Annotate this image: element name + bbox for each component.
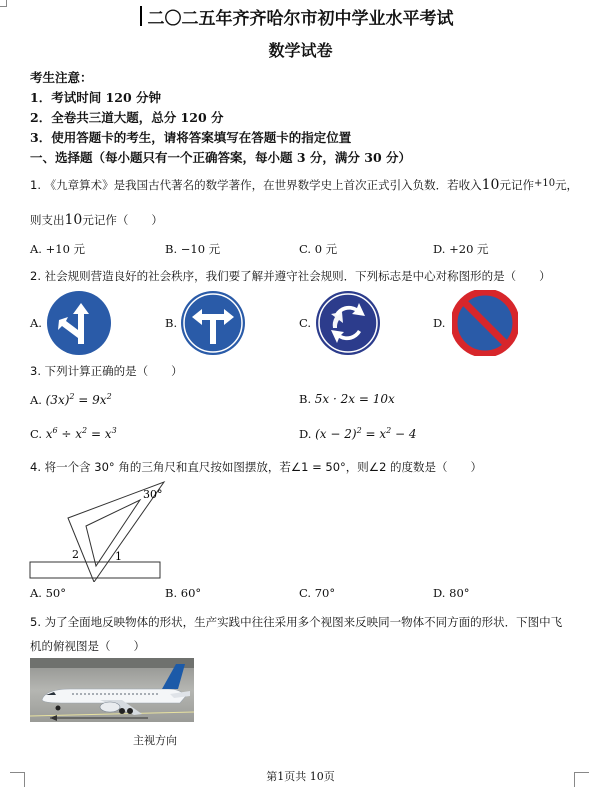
question-4-option-b[interactable]: B. 60°	[165, 586, 202, 600]
question-2-text: 2. 社会规则营造良好的社会秩序，我们要了解并遵守社会规则．下列标志是中心对称图形的是（ ）	[30, 269, 551, 283]
question-3-option-d[interactable]: D. $(x - 2)^2 = x^2 - 4$	[299, 426, 417, 441]
corner-mark-tl	[0, 0, 7, 7]
question-5-line-2: 机的俯视图是（ ）	[30, 639, 145, 653]
question-3-option-b[interactable]: B. 5x · 2x = 10x	[299, 392, 395, 406]
angle-30-label: 30°	[143, 488, 163, 501]
angle-2-label: 2	[72, 548, 79, 561]
question-1-option-d[interactable]: D. +20 元	[433, 242, 489, 256]
view-direction-arrow-icon	[48, 712, 158, 732]
question-4-option-a[interactable]: A. 50°	[30, 586, 66, 600]
question-1-line-1: 1. 《九章算术》是我国古代著名的数学著作，在世界数学史上首次正式引入负数．若收入10元记作+10元，	[30, 177, 579, 193]
question-2-label-d: D.	[433, 316, 446, 330]
question-3-option-c[interactable]: C. $x^6 \div x^2 = x^3$	[30, 426, 117, 441]
question-4-option-d[interactable]: D. 80°	[433, 586, 470, 600]
angle-1-label: 1	[115, 550, 122, 563]
notice-item-3: 3．使用答题卡的考生，请将答案填写在答题卡的指定位置	[30, 130, 352, 145]
page-footer: 第1页共 10页	[266, 770, 335, 783]
sign-turn-left-or-right-icon[interactable]	[180, 290, 246, 356]
sign-straight-or-left-icon[interactable]	[46, 290, 112, 356]
sign-no-parking-icon[interactable]	[452, 290, 518, 356]
notice-item-1: 1．考试时间 120 分钟	[30, 90, 161, 105]
question-3-option-a[interactable]: A. $(3x)^2 = 9x^2$	[30, 392, 112, 407]
view-direction-caption: 主视方向	[133, 734, 177, 747]
notice-item-2: 2．全卷共三道大题，总分 120 分	[30, 110, 224, 125]
question-1-line-2: 则支出10元记作（ ）	[30, 212, 163, 228]
triangle-ruler-diagram	[28, 478, 168, 582]
question-2-label-c: C.	[299, 316, 312, 330]
question-5-line-1: 5. 为了全面地反映物体的形状，生产实践中往往采用多个视图来反映同一物体不同方面的形状．下图中飞	[30, 615, 563, 629]
question-2-label-a: A.	[30, 316, 42, 330]
question-3-text: 3. 下列计算正确的是（ ）	[30, 364, 183, 378]
question-1-option-c[interactable]: C. 0 元	[299, 242, 338, 256]
notice-heading: 考生注意：	[30, 70, 93, 85]
section-heading: 一、选择题（每小题只有一个正确答案，每小题 3 分，满分 30 分）	[30, 150, 412, 165]
question-2-label-b: B.	[165, 316, 178, 330]
question-4-option-c[interactable]: C. 70°	[299, 586, 336, 600]
question-4-text: 4. 将一个含 30° 角的三角尺和直尺按如图摆放，若∠1 = 50°，则∠2 的度数是（ ）	[30, 460, 483, 474]
sign-roundabout-icon[interactable]	[315, 290, 381, 356]
page-title: 二〇二五年齐齐哈尔市初中学业水平考试	[147, 9, 454, 29]
question-1-option-a[interactable]: A. +10 元	[30, 242, 86, 256]
question-1-option-b[interactable]: B. −10 元	[165, 242, 221, 256]
page-subtitle: 数学试卷	[268, 41, 333, 60]
